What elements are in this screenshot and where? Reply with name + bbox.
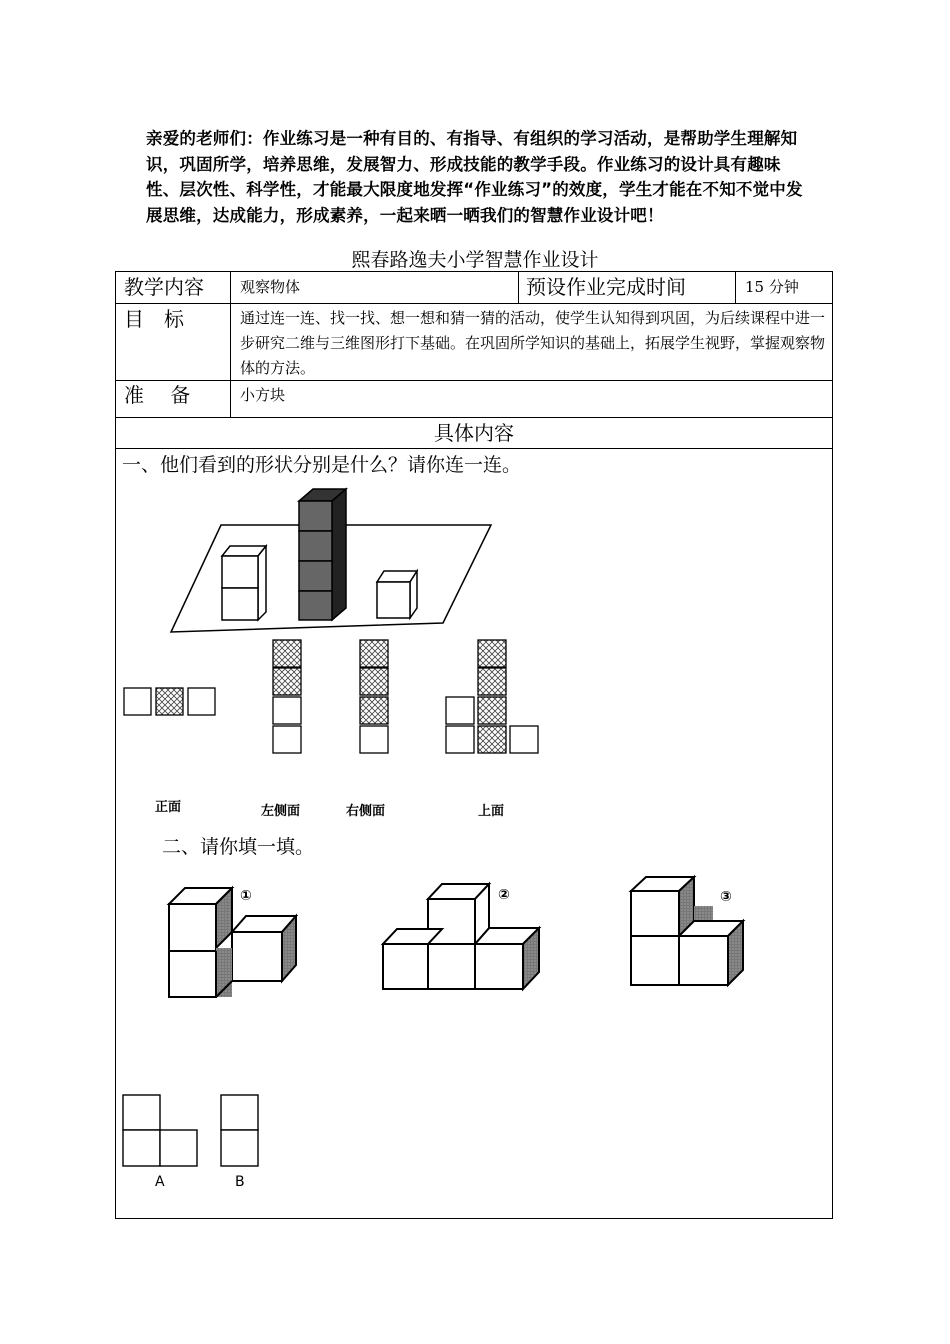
q1-single-cube bbox=[377, 571, 417, 618]
time-value: 15 分钟 bbox=[745, 278, 799, 296]
figure-mark-1: ① bbox=[240, 888, 252, 904]
goal-value: 通过连一连、找一找、想一想和猜一猜的活动，使学生认知得到巩固，为后续课程中进一步研究二维与三维图形打下基础。在巩固所学知识的基础上，拓展学生视野，掌握观察物体的方法。 bbox=[240, 309, 826, 377]
option-b-label: B bbox=[235, 1174, 245, 1190]
q1-view-a bbox=[124, 688, 215, 715]
q2-option-a bbox=[123, 1095, 197, 1166]
q1-stack-left bbox=[222, 546, 266, 620]
content-value: 观察物体 bbox=[240, 278, 301, 296]
label-top: 上面 bbox=[478, 804, 505, 819]
time-label: 预设作业完成时间 bbox=[526, 275, 686, 299]
section-header: 具体内容 bbox=[434, 421, 514, 445]
label-left-side: 左侧面 bbox=[261, 804, 301, 819]
question-1-title: 一、他们看到的形状分别是什么？请你连一连。 bbox=[122, 454, 522, 476]
q2-figure-1 bbox=[169, 888, 296, 997]
goal-label: 目 标 bbox=[124, 307, 184, 331]
label-front: 正面 bbox=[155, 800, 182, 815]
option-a-label: A bbox=[155, 1174, 165, 1190]
intro-paragraph: 亲爱的老师们：作业练习是一种有目的、有指导、有组织的学习活动，是帮助学生理解知识，巩固所学，培养思维，发展智力、形成技能的教学手段。作业练习的设计具有趣味性、层次性、科学性，才能最大限度地发挥“作业练习”的效度，学生才能在不知不觉中发展思维，达成能力，形成素养，一起来晒一晒我们的智慧作业设计吧！ bbox=[146, 129, 803, 225]
q2-figure-2 bbox=[383, 884, 539, 989]
q1-view-d bbox=[446, 640, 538, 753]
q1-view-c bbox=[360, 640, 388, 753]
prep-label: 准 备 bbox=[124, 383, 191, 407]
figure-mark-2: ② bbox=[498, 887, 510, 903]
q1-view-b bbox=[273, 640, 301, 753]
figure-mark-3: ③ bbox=[720, 889, 732, 905]
content-label: 教学内容 bbox=[124, 275, 204, 299]
prep-value: 小方块 bbox=[240, 386, 286, 404]
q1-stack-tall bbox=[299, 489, 346, 620]
q1-views bbox=[124, 640, 538, 753]
document-title: 熙春路逸夫小学智慧作业设计 bbox=[351, 249, 599, 271]
question-2-title: 二、请你填一填。 bbox=[162, 836, 315, 858]
q2-option-b bbox=[221, 1095, 258, 1166]
label-right-side: 右侧面 bbox=[346, 804, 386, 819]
q1-scene bbox=[171, 489, 491, 632]
